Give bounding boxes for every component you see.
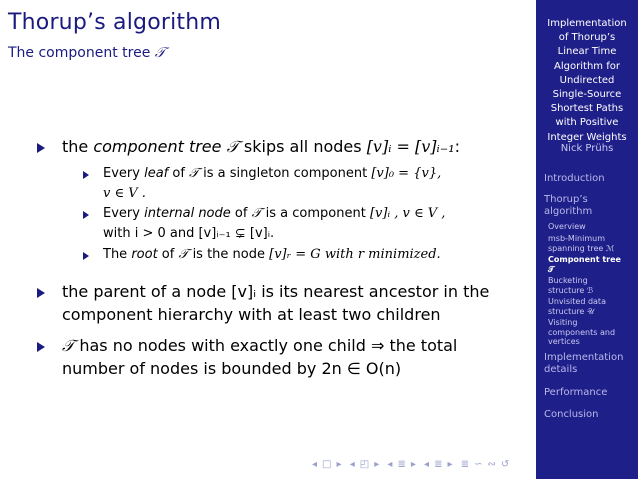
frame-title: Thorup’s algorithm — [8, 10, 222, 35]
sidebar-section-label: Thorup’s — [544, 194, 588, 205]
sidebar-title-line: Implementation — [547, 18, 627, 29]
sub-bullet-3-em: root — [131, 247, 158, 262]
bullet-1-prefix: the — [62, 137, 94, 156]
nav-section-icon[interactable]: ≣ — [397, 459, 406, 470]
nav-section-next-icon[interactable]: ▸ — [410, 459, 416, 470]
sub-bullet-marker — [83, 252, 89, 260]
sub-bullet-3-text: is the node — [188, 247, 270, 262]
sidebar-subsection-label: structure 𝒰 — [548, 306, 595, 316]
frame-subtitle-text: The component tree — [8, 45, 155, 61]
nav-doc-icon[interactable]: ≣ — [434, 459, 443, 470]
bullet-2-line2: component hierarchy with at least two children — [62, 305, 441, 324]
frame-subtitle — [8, 45, 166, 61]
sub-bullet-3-math: [v]ᵣ = G with r minimized. — [269, 247, 441, 262]
sub-bullet-marker — [83, 211, 89, 219]
sidebar-title-line: Linear Time — [557, 46, 617, 58]
sub-bullet-1-mid: of — [168, 166, 190, 181]
sub-bullet-3-symbol: 𝒯 — [178, 247, 189, 262]
nav-forward-icon[interactable]: ∾ — [487, 459, 496, 470]
nav-align-icon[interactable]: ≣ — [460, 459, 470, 470]
sub-bullet-1-line2: v ∈ V . — [103, 186, 146, 201]
sidebar-title-line: with Positive — [555, 117, 619, 129]
bullet-3-line2: number of nodes is bounded by 2n ∈ O(n) — [62, 359, 402, 378]
bullet-marker — [37, 143, 45, 153]
sub-bullet-3 — [103, 247, 441, 262]
sidebar-subsection-label: Component tree — [548, 255, 621, 264]
bullet-1-term: component tree — [93, 137, 222, 156]
nav-subsection-icon[interactable]: ◰ — [359, 459, 370, 470]
sidebar-section-introduction[interactable]: Introduction — [544, 173, 605, 184]
nav-doc-next-icon[interactable]: ▸ — [447, 459, 453, 470]
sidebar-subsection-unvisited[interactable] — [548, 297, 606, 316]
sub-bullet-1 — [103, 166, 441, 181]
sidebar-title-line: Single-Source — [552, 89, 622, 101]
sub-bullet-1-em: leaf — [144, 166, 169, 181]
sub-bullet-1-symbol: 𝒯 — [189, 166, 199, 181]
sidebar-subsection-label: 𝒯 — [548, 264, 555, 274]
sidebar-subsection-overview[interactable]: Overview — [548, 222, 586, 231]
sidebar-subsection-label: Bucketing — [548, 276, 588, 285]
sidebar — [536, 0, 638, 479]
sidebar-subsection-msb-mst[interactable] — [548, 234, 614, 253]
sidebar-section-implementation-details[interactable] — [544, 352, 623, 376]
nav-doc-prev-icon[interactable]: ◂ — [424, 459, 430, 470]
sidebar-subsection-label: Unvisited data — [548, 297, 606, 306]
nav-back-icon[interactable]: ∽ — [474, 459, 483, 470]
beamer-navigation-bar — [312, 459, 514, 471]
nav-search-icon[interactable]: ↺ — [500, 459, 510, 470]
bullet-1-math: [v]ᵢ = [v]ᵢ₋₁ — [366, 137, 455, 156]
sub-bullet-marker — [83, 171, 89, 179]
sidebar-section-thorups-algorithm[interactable] — [544, 194, 592, 218]
sub-bullet-2-mid: of — [230, 206, 252, 221]
bullet-marker — [37, 342, 45, 352]
nav-frame-icon[interactable]: □ — [322, 459, 332, 470]
sidebar-subsection-label: Visiting — [548, 318, 578, 327]
bullet-1 — [62, 137, 460, 157]
sidebar-subsection-label: vertices — [548, 337, 580, 346]
bullet-3-line1 — [62, 336, 457, 356]
sub-bullet-1-math: [v]₀ = {v}, — [371, 166, 442, 181]
sub-bullet-2-line2: with i > 0 and [v]ᵢ₋₁ ⊊ [v]ᵢ. — [103, 226, 275, 241]
sidebar-subsection-bucketing[interactable] — [548, 276, 593, 295]
sidebar-subsection-label: structure ℬ — [548, 285, 594, 295]
sidebar-section-performance[interactable]: Performance — [544, 387, 608, 398]
bullet-2-line1: the parent of a node [v]ᵢ is its nearest ancestor in the — [62, 282, 490, 301]
sidebar-section-label: Implementation — [544, 352, 624, 363]
sub-bullet-2-em: internal node — [144, 206, 231, 221]
sub-bullet-2-text: is a component — [261, 206, 370, 221]
bullet-3-symbol: 𝒯 — [62, 336, 75, 355]
nav-subsection-next-icon[interactable]: ▸ — [374, 459, 380, 470]
sidebar-subsection-label: spanning tree ℳ — [548, 243, 615, 253]
sidebar-title-line: of Thorup’s — [558, 32, 616, 44]
sidebar-subsection-component-tree[interactable] — [548, 255, 621, 274]
sidebar-title-line: Undirected — [559, 74, 615, 86]
sub-bullet-3-pre: The — [103, 247, 132, 262]
bullet-1-end: : — [454, 137, 460, 156]
bullet-1-symbol: 𝒯 — [226, 137, 239, 156]
sidebar-author: Nick Prühs — [560, 143, 614, 154]
sub-bullet-2 — [103, 206, 445, 221]
sub-bullet-1-pre: Every — [103, 166, 145, 181]
nav-subsection-prev-icon[interactable]: ◂ — [349, 459, 355, 470]
sidebar-title — [536, 17, 638, 145]
bullet-3-text: has no nodes with exactly one child ⇒ the total — [74, 336, 458, 355]
sub-bullet-2-pre: Every — [103, 206, 145, 221]
sidebar-title-line: Integer Weights — [547, 131, 627, 143]
sidebar-subsection-label: msb-Minimum — [548, 234, 605, 243]
nav-frame-prev-icon[interactable]: ◂ — [312, 459, 318, 470]
sidebar-section-label: details — [544, 364, 578, 375]
sub-bullet-2-math: [v]ᵢ , v ∈ V , — [369, 206, 446, 221]
sidebar-title-line: Shortest Paths — [550, 103, 624, 115]
sidebar-subsection-label: components and — [548, 327, 616, 337]
frame-subtitle-symbol: 𝒯 — [154, 45, 166, 61]
sub-bullet-3-mid: of — [157, 247, 179, 262]
bullet-1-rest: skips all nodes — [238, 137, 367, 156]
sidebar-section-label: algorithm — [544, 206, 593, 217]
nav-section-prev-icon[interactable]: ◂ — [387, 459, 393, 470]
nav-frame-next-icon[interactable]: ▸ — [336, 459, 342, 470]
sidebar-title-line: Algorithm for — [554, 60, 620, 72]
sub-bullet-1-text: is a singleton component — [199, 166, 372, 181]
sidebar-subsection-visiting[interactable] — [548, 318, 615, 347]
bullet-marker — [37, 288, 45, 298]
sidebar-section-conclusion[interactable]: Conclusion — [544, 409, 599, 420]
sub-bullet-2-symbol: 𝒯 — [251, 206, 262, 221]
